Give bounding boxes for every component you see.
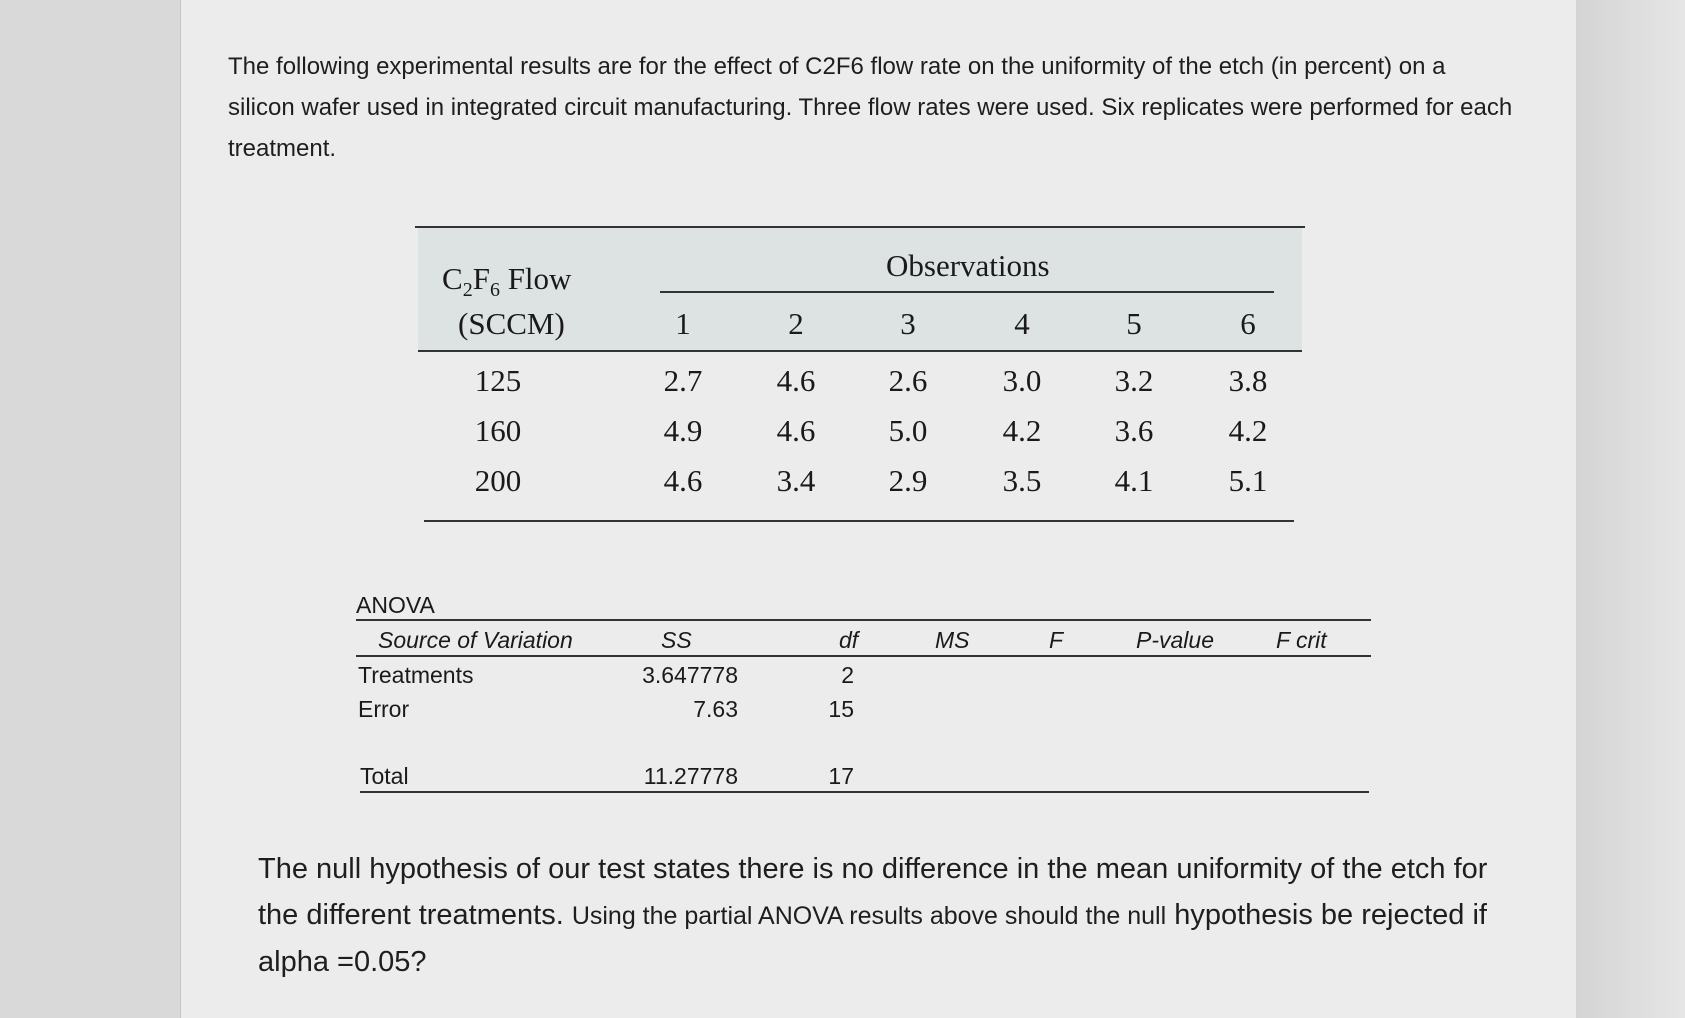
table-bottom-rule [424,520,1294,522]
row-error-ss: 7.63 [693,696,738,722]
value-cell: 4.6 [776,363,816,398]
row-treatments-df: 2 [841,662,854,688]
row-error-source: Error [358,696,410,722]
background-edge [1576,0,1685,1018]
question-part3: hypothesis be rejected if alpha =0.05? [258,899,1487,978]
question-text [258,846,1498,985]
problem-intro-text: The following experimental results are for the effect of C2F6 flow rate on the uniformity of the etch (in percent) on a silicon wafer used in integrated circuit manufacturing. Three flow rates were used. Six replicates were performed for each treatment. [228,53,1513,162]
anova-bottom-rule [360,791,1369,793]
observation-number: 3 [900,306,916,341]
value-cell: 5.1 [1228,463,1268,498]
header-pvalue: P-value [1136,627,1214,653]
header-df: df [839,627,859,653]
value-cell: 4.6 [776,413,816,448]
header-ms: MS [935,627,970,653]
observations-header: Observations [886,248,1050,283]
value-cell: 3.2 [1114,363,1154,398]
observation-number: 2 [788,306,804,341]
header-ss: SS [661,627,692,653]
observation-number: 1 [675,306,691,341]
anova-header-top-rule [356,619,1371,621]
value-cell: 4.9 [663,413,703,448]
value-cell: 2.6 [888,363,928,398]
table-row [418,363,1302,413]
observation-number: 4 [1014,306,1030,341]
question-part2: Using the partial ANOVA results above should the null [571,902,1167,930]
value-cell: 3.8 [1228,363,1268,398]
value-cell: 3.0 [1002,363,1042,398]
row-total-source: Total [360,763,409,789]
anova-header-bottom-rule [356,655,1371,657]
observations-underline [660,291,1274,293]
row-total-ss: 11.27778 [643,763,738,789]
observation-number: 5 [1126,306,1142,341]
header-source: Source of Variation [378,627,573,653]
flow-cell: 200 [474,463,522,498]
anova-title: ANOVA [356,592,435,618]
row-treatments-source: Treatments [358,662,474,688]
value-cell: 2.9 [888,463,928,498]
value-cell: 4.1 [1114,463,1154,498]
value-cell: 4.2 [1002,413,1042,448]
value-cell: 3.6 [1114,413,1154,448]
table-row [418,463,1302,513]
value-cell: 4.2 [1228,413,1268,448]
value-cell: 3.5 [1002,463,1042,498]
row-error-df: 15 [828,696,854,722]
table-row [418,413,1302,463]
question-part1: The null hypothesis of our test states there is no difference in the mean uniformity of the etch for the different treatments. [258,853,1488,931]
row-total-df: 17 [828,763,854,789]
value-cell: 4.6 [663,463,703,498]
observation-number: 6 [1240,306,1256,341]
flow-cell: 160 [474,413,522,448]
row-treatments-ss: 3.647778 [642,662,738,688]
value-cell: 3.4 [776,463,816,498]
header-f: F [1049,627,1064,653]
table-top-rule [415,226,1305,228]
flow-column-header: $C_2F_6$ Flow [442,261,572,302]
flow-cell: 125 [474,363,522,398]
value-cell: 5.0 [888,413,928,448]
header-fcrit: F crit [1276,627,1327,653]
header-bottom-rule [418,350,1302,352]
value-cell: 2.7 [663,363,703,398]
flow-units-header: (SCCM) [458,306,565,341]
